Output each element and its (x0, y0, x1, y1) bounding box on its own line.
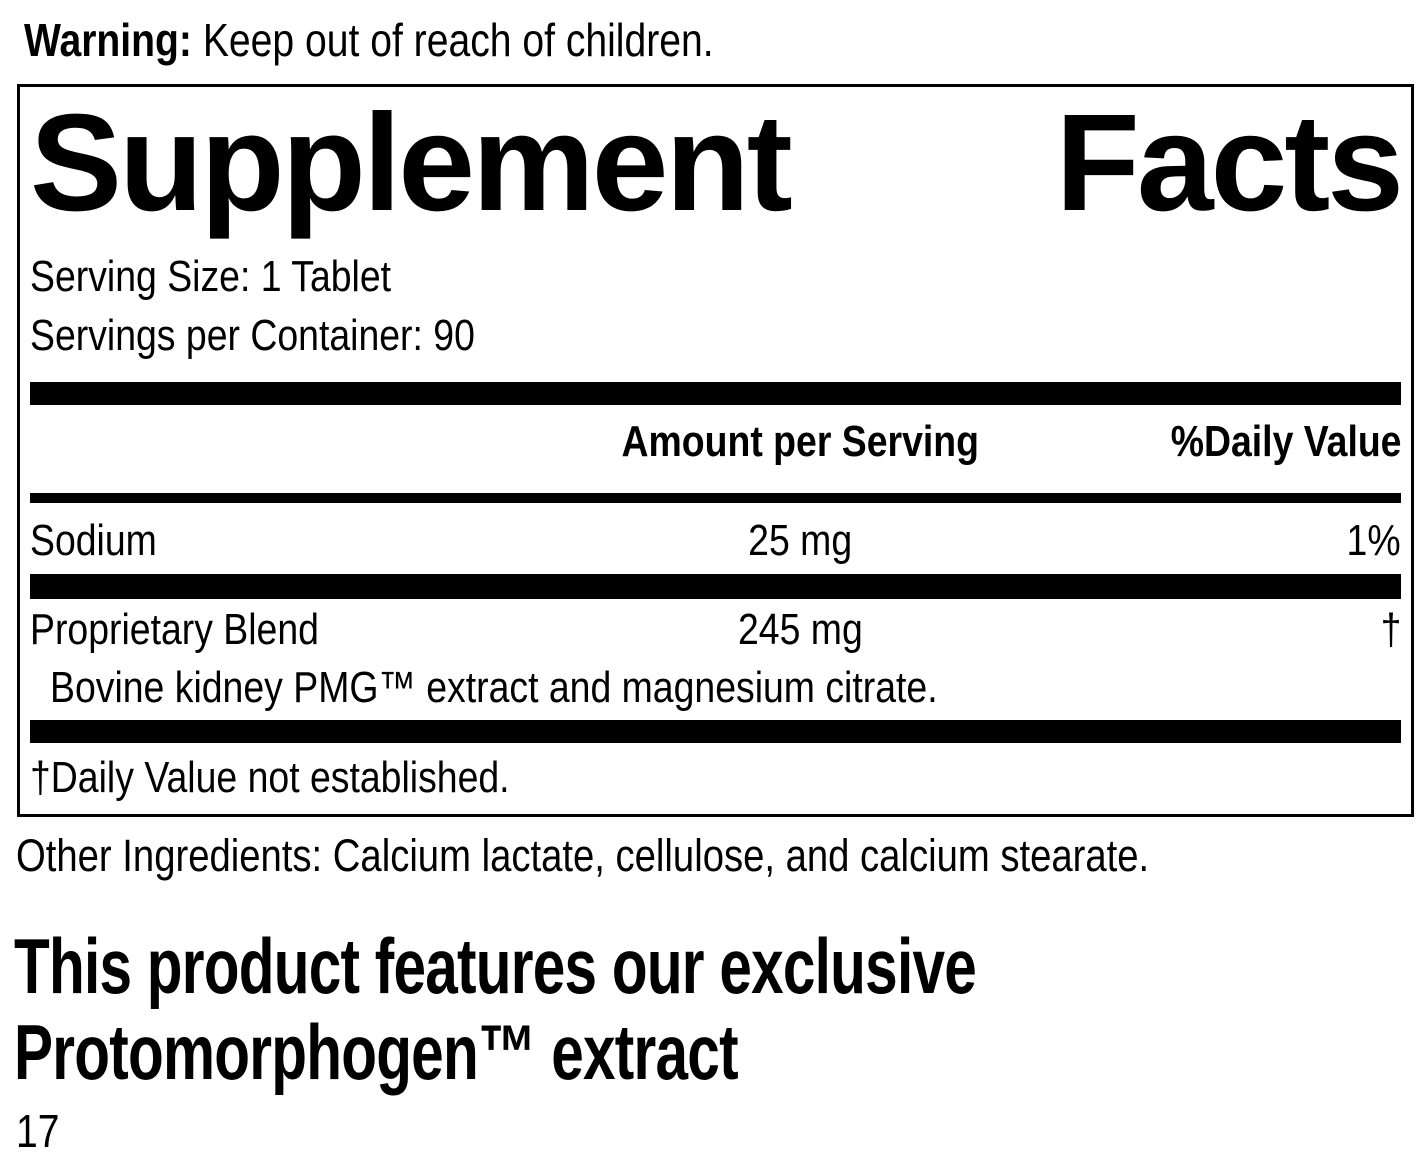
warning-line (24, 14, 1426, 66)
column-header-row (30, 417, 1401, 467)
panel-title (30, 86, 1401, 240)
header-spacer (30, 417, 560, 467)
divider-bar-top (30, 382, 1401, 405)
daily-value-footnote: †Daily Value not established. (30, 753, 510, 802)
daily-value-column-header: %Daily Value (1170, 417, 1401, 466)
nutrient-daily-value: 1% (1346, 516, 1401, 565)
table-row-proprietary-blend (30, 606, 1401, 654)
warning-label: Warning: (24, 14, 192, 66)
table-row-sodium (30, 516, 1401, 566)
page-number: 17 (16, 1105, 60, 1157)
nutrient-amount: 25 mg (748, 516, 852, 565)
title-word-facts: Facts (1055, 86, 1401, 240)
servings-per-container-line: Servings per Container: 90 (30, 311, 475, 360)
nutrient-name: Proprietary Blend (30, 605, 319, 654)
feature-heading-line1: This product features our exclusive (14, 922, 977, 1010)
title-word-supplement: Supplement (30, 86, 790, 240)
serving-size-line: Serving Size: 1 Tablet (30, 252, 392, 301)
feature-heading-line2: Protomorphogen™ extract (14, 1008, 738, 1096)
warning-text: Keep out of reach of children. (191, 14, 714, 66)
other-ingredients-line: Other Ingredients: Calcium lactate, cellulose, and calcium stearate. (16, 830, 1150, 881)
nutrient-amount: 245 mg (737, 605, 863, 654)
nutrient-daily-value-dagger: † (1380, 605, 1401, 654)
amount-column-header: Amount per Serving (621, 417, 979, 466)
divider-bar-under-header (30, 493, 1401, 503)
feature-heading (14, 923, 1426, 1095)
supplement-label-page (0, 14, 1426, 1155)
nutrient-name: Sodium (30, 516, 157, 565)
divider-bar-bottom (30, 720, 1401, 743)
supplement-facts-panel (17, 84, 1414, 817)
divider-bar-mid (30, 574, 1401, 599)
blend-description: Bovine kidney PMG™ extract and magnesium citrate. (50, 663, 938, 712)
